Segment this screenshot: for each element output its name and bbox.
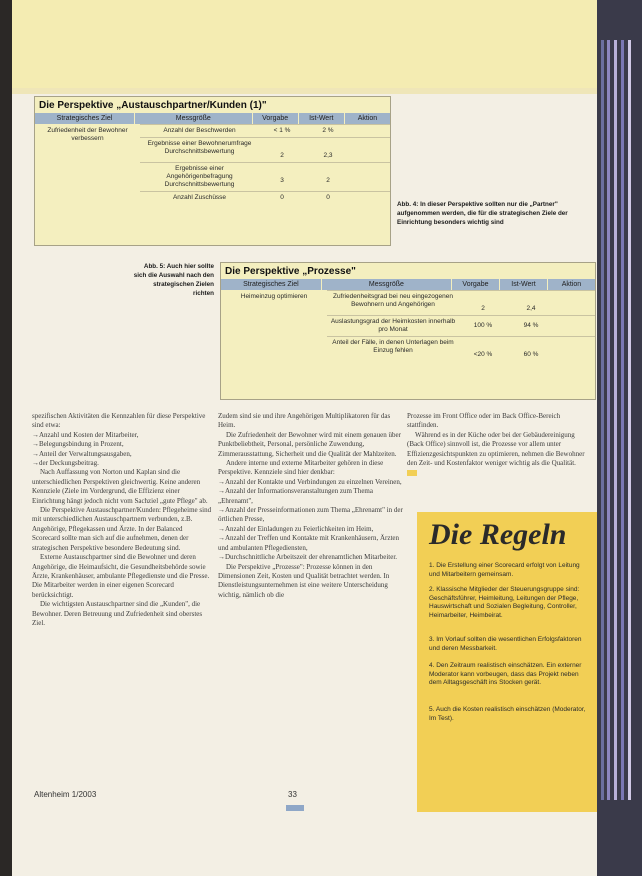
bullet-item: → Anzahl der Informationsveranstaltungen zum Thema „Ehrenamt", xyxy=(218,487,404,506)
paragraph: Die Perspektive Austauschpartner/Kunden: Pflegeheime sind mit unterschiedlichen Austauschpartnern verbunden, z.B. Angehörige, Pflegekassen und Ärzte. In der Balanced Scorecard sollte man sich auf die aufnehmen, denen der strategischen Perspektive besondere Bedeutung sind. xyxy=(32,506,212,552)
page-edge xyxy=(597,0,642,876)
table-row xyxy=(140,124,390,137)
rule-item: 2. Klassische Mitglieder der Steuerungsgruppe sind: Geschäftsführer, Heimleitung, Leitungen der Pflege, Hauswirtschaft und Sozialen Begleitung, Controller, Heimarbeiter, Heimbeirat. xyxy=(429,586,580,619)
table-row xyxy=(140,162,390,191)
header-cell: Ist-Wert xyxy=(500,279,548,290)
strategic-goal: Zufriedenheit der Bewohner verbessern xyxy=(47,127,128,142)
target-cell: <20 % xyxy=(473,351,493,358)
rules-title: Die Regeln xyxy=(429,518,567,551)
rule-item: 4. Den Zeitraum realistisch einschätzen. Ein externer Moderator kann vorbeugen, dass das Projekt neben dem Alltagsgeschäft ins Stocken gerät. xyxy=(429,662,582,686)
figure-caption-5: Abb. 5: Auch hier sollte sich die Auswahl nach den strategischen Zielen richten xyxy=(133,263,214,297)
bullet-item: → Durchschnittliche Arbeitszeit der ehrenamtlichen Mitarbeiter. xyxy=(218,553,404,562)
table-austauschpartner xyxy=(34,96,391,246)
measure-cell: Ergebnisse einer Angehörigenbefragung Durchschnittsbewertung xyxy=(164,165,235,188)
header-cell: Ist-Wert xyxy=(299,113,345,124)
header-cell: Messgröße xyxy=(322,279,452,290)
rules-box xyxy=(417,512,597,812)
header-cell: Aktion xyxy=(357,115,378,122)
bullet-item: → Anzahl der Presseinformationen zum Thema „Ehrenamt" in der örtlichen Presse, xyxy=(218,506,404,525)
actual-cell: 2,3 xyxy=(323,152,333,159)
bullet-item: → Anzahl der Einladungen zu Feierlichkeiten im Heim, xyxy=(218,525,404,534)
rule-item: 3. Im Vorlauf sollten die wesentlichen Erfolgsfaktoren und deren Messbarkeit. xyxy=(429,636,582,652)
target-cell: 0 xyxy=(280,194,284,201)
paragraph: Zudem sind sie und ihre Angehörigen Multiplikatoren für das Heim. xyxy=(218,412,391,430)
header-band xyxy=(12,0,597,88)
paragraph: Die Perspektive „Prozesse": Prozesse können in den Dimensionen Zeit, Kosten und Qualität betrachtet werden. In Dienstleistungsunternehmen ist eine weitere Unterscheidung wichtig, nämlich ob die xyxy=(218,562,390,599)
rule-item: 1. Die Erstellung einer Scorecard erfolgt von Leitung und Mitarbeitern gemeinsam. xyxy=(429,562,580,578)
paragraph: Andere interne und externe Mitarbeiter gehören in diese Perspektive. Kennziele sind hier denkbar: xyxy=(218,459,384,477)
strategic-goal: Heimeinzug optimieren xyxy=(240,293,308,300)
target-cell: 100 % xyxy=(473,322,493,329)
bullet-item: → Belegungsbindung in Prozent, xyxy=(32,440,212,449)
measure-cell: Anzahl Zuschüsse xyxy=(172,194,227,201)
measure-cell: Ergebnisse einer Bewohnerumfrage Durchschnittsbewertung xyxy=(147,140,252,155)
table-title: Die Perspektive „Austauschpartner/Kunden (1)" xyxy=(39,100,267,111)
paragraph: spezifischen Aktivitäten die Kennzahlen für diese Perspektive sind etwa: xyxy=(32,412,206,430)
table-header xyxy=(221,279,595,290)
magazine-page xyxy=(12,0,597,876)
header-fade xyxy=(12,88,597,94)
actual-cell: 2,4 xyxy=(526,305,536,312)
body-column-1 xyxy=(32,412,212,628)
actual-cell: 0 xyxy=(326,194,330,201)
bullet-item: → Anzahl der Kontakte und Verbindungen zu einzelnen Vereinen, xyxy=(218,478,404,487)
table-row xyxy=(327,336,595,361)
bullet-item: → Anteil der Verwaltungsausgaben, xyxy=(32,450,212,459)
table-row xyxy=(140,137,390,162)
bullet-item: → Anzahl und Kosten der Mitarbeiter, xyxy=(32,431,212,440)
paragraph: Die Zufriedenheit der Bewohner wird mit einem genauen über Punktbeliebtheit, Personal, persönliche Zuwendung, Zimmerausstattung, Sicherheit und die Qualität der Mahlzeiten. xyxy=(218,430,401,458)
table-title: Die Perspektive „Prozesse" xyxy=(225,266,356,277)
target-cell: 2 xyxy=(481,305,485,312)
paragraph: Prozesse im Front Office oder im Back Office-Bereich stattfinden. xyxy=(407,412,561,430)
table-row xyxy=(327,315,595,336)
actual-cell: 2 % xyxy=(322,127,334,134)
measure-cell: Anteil der Fälle, in denen Unterlagen beim Einzug fehlen xyxy=(332,339,454,354)
actual-cell: 94 % xyxy=(523,322,539,329)
paragraph: Externe Austauschpartner sind die Bewohner und deren Angehörige, die Heimaufsicht, die Gesundheitsbehörde sowie Ärzte, Krankenhäuser, ambulante Pflegedienste und die Presse. Die Mitarbeiter werden in einer eigenen Scorecard berücksichtigt. xyxy=(32,553,210,599)
header-cell: Vorgabe xyxy=(452,279,500,290)
page-number: 33 xyxy=(288,790,297,799)
bullet-item: → Anzahl der Treffen und Kontakte mit Krankenhäusern, Ärzten und ambulanten Pflegediensten, xyxy=(218,534,404,553)
table-row xyxy=(327,290,595,315)
actual-cell: 2 xyxy=(326,177,330,184)
measure-cell: Auslastungsgrad der Heimkosten innerhalb pro Monat xyxy=(330,318,456,333)
header-cell: Vorgabe xyxy=(253,113,299,124)
header-cell: Messgröße xyxy=(135,113,253,124)
paragraph: Die wichtigsten Austauschpartner sind die „Kunden", die Bewohner. Deren Betreuung und Zufriedenheit sind oberstes Ziel. xyxy=(32,600,203,627)
paragraph: Nach Auffassung von Norton und Kaplan sind die unterschiedlichen Perspektiven gleichwertig. Keine anderen Kennziele (Ziele im Vordergrund, die Effizienz einer Einrichtung hängt jedoch nicht vom Sachziel „gute Pflege" ab. xyxy=(32,468,208,505)
end-mark-icon xyxy=(407,470,417,476)
header-cell: Strategisches Ziel xyxy=(35,113,135,124)
actual-cell: 60 % xyxy=(523,351,539,358)
table-header xyxy=(35,113,390,124)
target-cell: 3 xyxy=(280,177,284,184)
measure-cell: Zufriedenheitsgrad bei neu eingezogenen Bewohnern und Angehörigen xyxy=(333,293,453,308)
measure-cell: Anzahl der Beschwerden xyxy=(163,127,236,134)
paragraph: Während es in der Küche oder bei der Gebäudereinigung (Back Office) sinnvoll ist, die Prozesse vor allem unter Effizienzgesichtspunkten zu optimieren, nehmen die Bewohner den Zeit- und Kostenfaktor weniger wichtig als die Qualität. xyxy=(407,430,585,468)
body-column-2 xyxy=(218,412,404,600)
target-cell: < 1 % xyxy=(273,127,291,134)
body-column-3 xyxy=(407,412,592,478)
target-cell: 2 xyxy=(280,152,284,159)
figure-caption-4: Abb. 4: In dieser Perspektive sollten nur die „Partner" aufgenommen werden, die für die strategischen Ziele der Einrichtung besonders wichtig sind xyxy=(397,201,568,226)
table-prozesse xyxy=(220,262,596,400)
header-cell: Aktion xyxy=(561,281,582,288)
page-number-marker xyxy=(286,805,304,811)
bullet-item: → der Deckungsbeitrag. xyxy=(32,459,212,468)
rule-item: 5. Auch die Kosten realistisch einschätzen (Moderator, Im Test). xyxy=(429,706,586,722)
issue-label: Altenheim 1/2003 xyxy=(34,790,97,799)
header-cell: Strategisches Ziel xyxy=(221,279,322,290)
table-row xyxy=(140,191,390,204)
